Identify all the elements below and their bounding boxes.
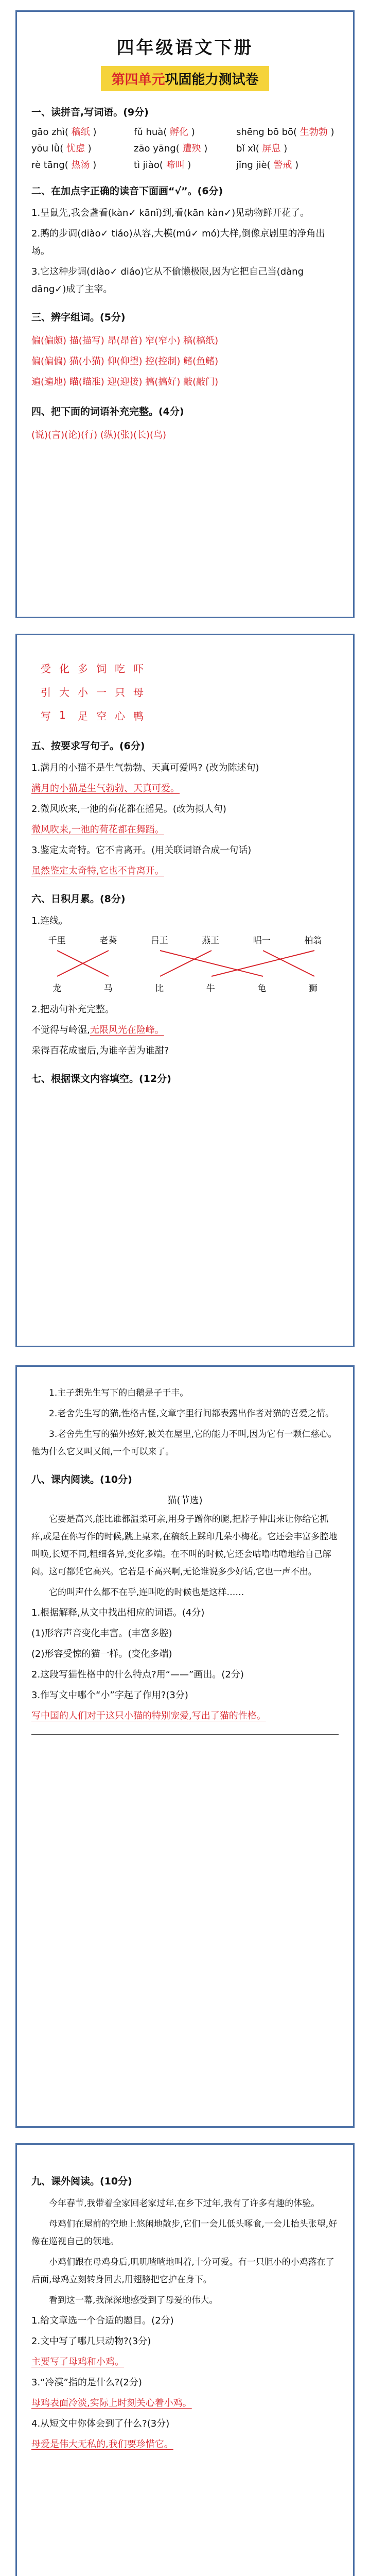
char-cell: 小	[78, 686, 88, 699]
page-title: 四年级语文下册	[116, 38, 254, 58]
match-top-word: 吕王	[150, 936, 168, 946]
char-cell: 一	[96, 686, 107, 699]
answer: 满月的小猫是生气勃勃、天真可爱。	[31, 783, 180, 794]
section-7-heading: 七、根据课文内容填空。(12分)	[31, 1073, 171, 1084]
char-cell: 写	[41, 709, 51, 722]
subtitle-rest: 巩固能力测试卷	[165, 72, 259, 88]
char-cell: 多	[78, 662, 88, 675]
match-lines	[31, 948, 342, 979]
pinyin-item: zāo yāng( 遭殃 )	[134, 143, 208, 154]
question: 1.满月的小猫不是生气勃勃、天真可爱吗? (改为陈述句)	[31, 762, 259, 773]
answer-line	[31, 1734, 339, 1735]
section-3-heading: 三、辨字组词。(5分)	[31, 312, 126, 323]
subheading: 1.连线。	[31, 916, 68, 926]
match-bottom-word: 马	[103, 984, 113, 994]
section-9-heading: 九、课外阅读。(10分)	[31, 2176, 132, 2187]
char-table	[37, 656, 148, 727]
char-cell: 受	[41, 662, 51, 675]
answer: 虽然鉴定太奇特,它也不肯离开。	[31, 866, 164, 876]
question: 4.从短文中你体会到了什么?(3分)	[31, 2418, 170, 2429]
pinyin-grid	[31, 126, 339, 172]
passage-title: 猫(节选)	[167, 1495, 203, 1506]
char-cell: 化	[59, 662, 69, 675]
question: 2.文中写了哪几只动物?(3分)	[31, 2336, 151, 2347]
question: 3.鉴定太奇特。它不肯离开。(用关联词语合成一句话)	[31, 845, 252, 856]
char-cell: 心	[115, 709, 125, 722]
char-cell: 母	[133, 686, 144, 699]
section-1-heading: 一、读拼音,写词语。(9分)	[31, 107, 149, 118]
section-3-row: 遍(遍地) 瞄(瞄准) 迎(迎接) 搞(搞好) 敲(敲门)	[31, 377, 219, 387]
poem-line: 不觉得与岭湿,无限风光在险峰。	[31, 1025, 164, 1036]
question: (1)形容声音变化丰富。(丰富多腔)	[31, 1628, 172, 1639]
section-5-heading: 五、按要求写句子。(6分)	[31, 740, 145, 752]
answer: 主要写了母鸡和小鸡。	[31, 2357, 124, 2367]
question: 1.根据解释,从文中找出相应的词语。(4分)	[31, 1607, 205, 1618]
pinyin-item: rè tāng( 热汤 )	[31, 160, 97, 171]
match-top-word: 老葵	[99, 936, 117, 946]
subtitle-banner	[31, 66, 339, 91]
subtitle-unit: 第四单元	[111, 72, 165, 88]
section-3-row: 偏(偏偏) 猫(小猫) 仰(仰望) 控(控制) 鳍(鱼鳍)	[31, 356, 219, 367]
match-bottom-word: 牛	[206, 984, 215, 994]
section-3-row: 偏(偏颇) 描(描写) 昂(昂首) 窄(窄小) 稿(稿纸)	[31, 335, 219, 346]
section-4-heading: 四、把下面的词语补充完整。(4分)	[31, 406, 184, 417]
question: 2.这段写猫性格中的什么特点?用“——”画出。(2分)	[31, 1669, 244, 1680]
passage-paragraph: 看到这一幕,我深深地感受到了母爱的伟大。	[49, 2295, 218, 2306]
char-cell: 鸭	[133, 709, 144, 722]
char-cell: 吃	[115, 662, 125, 675]
pinyin-item: bǐ xì( 屏息 )	[236, 143, 288, 154]
char-cell: 1	[59, 709, 66, 721]
match-top-word: 柏翁	[304, 936, 322, 946]
fill-answer: 2.老舍先生写的猫,性格古怪,文章字里行间都表露出作者对猫的喜爱之情。	[49, 1409, 334, 1419]
answer: 微风吹来,一池的荷花都在舞蹈。	[31, 824, 164, 835]
match-top-word: 唱一	[253, 936, 271, 946]
passage-paragraph: 小鸡们跟在母鸡身后,叽叽喳喳地叫着,十分可爱。有一只胆小的小鸡落在了后面,母鸡立刻转身回去,用翅膀把它护在身下。	[31, 2257, 334, 2285]
question: 1.给文章选一个合适的题目。(2分)	[31, 2315, 174, 2326]
exam-page-4	[15, 2143, 355, 2576]
char-cell: 大	[59, 686, 69, 699]
pinyin-item: gāo zhì( 稿纸 )	[31, 127, 97, 138]
pinyin-item: fǔ huà( 孵化 )	[134, 127, 195, 138]
pinyin-item: yōu lǜ( 忧虑 )	[31, 143, 92, 154]
section-4-answer: (说)(言)(论)(行) (纵)(张)(长)(鸟)	[31, 430, 167, 440]
section-2-heading: 二、在加点字正确的读音下面画“√”。(6分)	[31, 185, 223, 197]
passage-paragraph: 它要是高兴,能比谁都温柔可亲,用身子蹭你的腿,把脖子伸出来让你给它抓痒,或是在你写作的时候,跳上桌来,在稿纸上踩印几朵小梅花。它还会丰富多腔地叫唤,长短不同,粗细各异,变化多端。在不叫的时候,它还会咕噜咕噜地给自己解闷。这可都凭它高兴。它若是不高兴啊,无论谁说多少好话,它也一声不出。	[31, 1514, 338, 1577]
answer: 母爱是伟大无私的,我们要珍惜它。	[31, 2439, 173, 2450]
fill-answer: 1.主子想先生写下的白鹅是子于丰。	[49, 1388, 189, 1398]
match-bottom-word: 比	[155, 984, 164, 994]
exam-page-1	[15, 10, 355, 618]
char-cell: 足	[78, 709, 88, 722]
passage-paragraph: 今年春节,我带着全家回老家过年,在乡下过年,我有了许多有趣的体验。	[49, 2198, 320, 2209]
match-bottom-row	[31, 981, 339, 994]
char-cell: 引	[41, 686, 51, 699]
poem-line: 采得百花成蜜后,为谁辛苦为谁甜?	[31, 1045, 169, 1056]
match-top-word: 燕王	[202, 936, 220, 946]
match-bottom-word: 狮	[308, 984, 318, 994]
section-2-line: 3.它这种步调(diào✓ diáo)它从不偷懒极限,因为它把自己当(dàng dāng✓)成了主宰。	[31, 266, 304, 295]
section-6-heading: 六、日积月累。(8分)	[31, 893, 126, 905]
subheading: 2.把动句补充完整。	[31, 1004, 115, 1015]
char-cell: 饲	[96, 662, 107, 675]
pinyin-item: jǐng jiè( 警戒 )	[236, 160, 299, 171]
match-top-word: 千里	[48, 936, 66, 946]
section-2-line: 2.鹅的步调(diào✓ tiáo)从容,大模(mú✓ mó)大样,倒像京剧里的净角出场。	[31, 228, 325, 257]
match-bottom-word: 龟	[257, 984, 267, 994]
question: 3.“冷漠”指的是什么?(2分)	[31, 2377, 142, 2388]
exam-page-3	[15, 1365, 355, 2128]
question: (2)形容受惊的猫一样。(变化多端)	[31, 1649, 172, 1659]
char-cell: 只	[115, 686, 125, 699]
exam-page-2	[15, 634, 355, 1347]
pinyin-item: tì jiào( 啼叫 )	[134, 160, 191, 171]
answer: 母鸡表面冷淡,实际上时刻关心着小鸡。	[31, 2398, 192, 2409]
match-top-row	[31, 933, 339, 946]
question: 2.微风吹来,一池的荷花都在摇晃。(改为拟人句)	[31, 804, 226, 815]
answer: 写中国的人们对于这只小猫的特别宠爱,写出了猫的性格。	[31, 1710, 266, 1721]
char-cell: 空	[96, 709, 107, 722]
match-bottom-word: 龙	[52, 984, 62, 994]
question: 3.作写文中哪个“小”字起了作用?(3分)	[31, 1690, 188, 1701]
fill-answer: 3.老舍先生写的猫外感好,被关在屋里,它的能力不叫,因为它有一颗仁慈心。他为什么它又叫又闹,一个可以来了。	[31, 1429, 337, 1457]
char-cell: 吓	[133, 662, 144, 675]
section-2-line: 1.呈鼠先,我会盏看(kàn✓ kānǐ)到,看(kān kàn✓)见动物鲜开花了。	[31, 208, 310, 218]
pinyin-item: shēng bō bō( 生勃勃 )	[236, 127, 334, 138]
section-8-heading: 八、课内阅读。(10分)	[31, 1474, 132, 1485]
passage-paragraph: 它的叫声什么都不在乎,连叫吃的时候也是这样……	[49, 1587, 244, 1598]
passage-paragraph: 母鸡们在屋前的空地上悠闲地散步,它们一会儿低头啄食,一会儿抬头张望,好像在巡视自己的领地。	[31, 2219, 338, 2247]
